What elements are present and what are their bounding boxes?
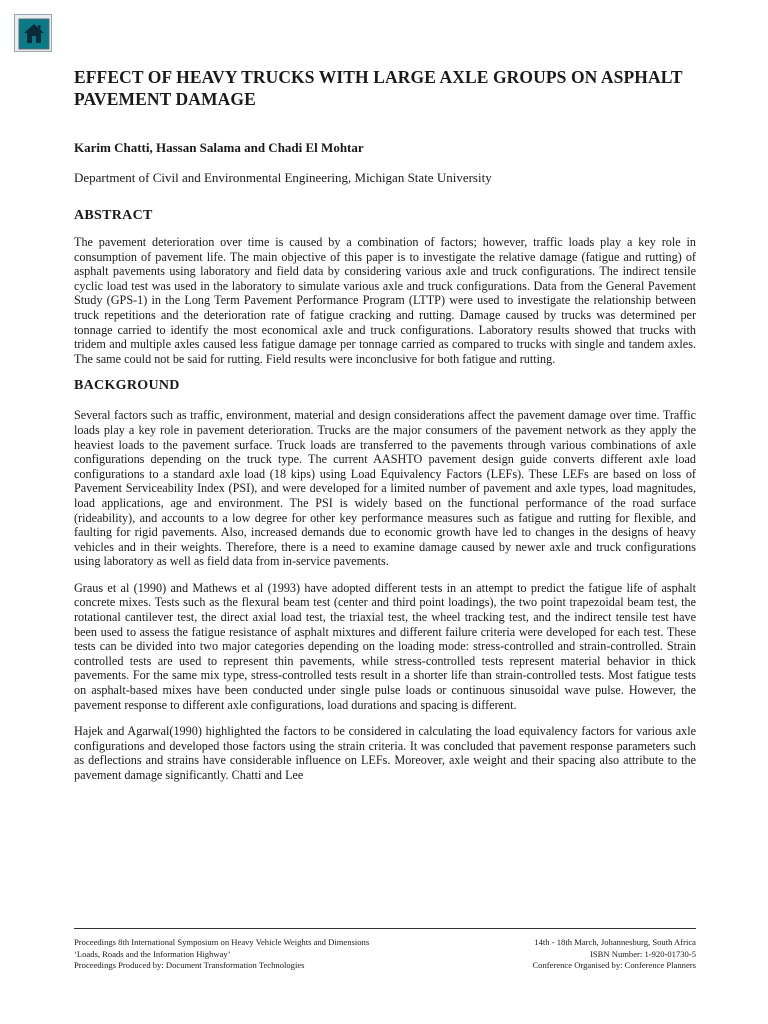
footer-left <box>74 937 474 972</box>
background-paragraph-1: Several factors such as traffic, environment, material and design considerations affect the pavement damage over time. Traffic loads play a key role in pavement deterioration. Trucks are the major consumers of the pavement network as they apply the heaviest loads to the pavement surface. Truck loads are transferred to the pavements through various combinations of axle configurations depending on the truck type. The current AASHTO pavement design guide converts different axle load configurations to a standard axle load (18 kips) using Load Equivalency Factors (LEFs). These LEFs are based on loss of Pavement Serviceability Index (PSI), and were developed for a limited number of pavement and axle types, load magnitudes, load applications, age and environment. The PSI is widely based on the functional performance of the road surface (rideability), and accounts to a low degree for other key performance measures such as fatigue and rutting for flexible, and faulting for rigid pavements. Also, increased demands due to economic growth have led to changes in the designs of heavy vehicles and in their weights. Therefore, there is a need to examine damage caused by newer axle and truck configurations using laboratory as well as field data from in-service pavements. <box>74 408 696 569</box>
footer-producer-line: Proceedings Produced by: Document Transformation Technologies <box>74 960 305 970</box>
paper-page <box>74 66 696 783</box>
footer-organiser-line: Conference Organised by: Conference Planners <box>532 960 696 970</box>
abstract-heading: ABSTRACT <box>74 208 153 223</box>
affiliation: Department of Civil and Environmental Engineering, Michigan State University <box>74 170 492 185</box>
paper-title: EFFECT OF HEAVY TRUCKS WITH LARGE AXLE GROUPS ON ASPHALT PAVEMENT DAMAGE <box>74 67 683 109</box>
background-heading: BACKGROUND <box>74 378 180 394</box>
abstract-text: The pavement deterioration over time is caused by a combination of factors; however, traffic loads play a key role in consumption of pavement life. The main objective of this paper is to investigate the relative damage (fatigue and rutting) of asphalt pavements using laboratory and field data by considering various axle and truck configurations. The indirect tensile cyclic load test was used in the laboratory to simulate various axle and truck configurations. Data from the General Pavement Study (GPS-1) in the Long Term Pavement Performance Program (LTTP) were used to investigate the relationship between truck repetitions and the deterioration rate of fatigue cracking and rutting. Damage caused by trucks was determined per tonnage carried to identify the most economical axle and truck configurations. Laboratory results showed that trucks with tridem and multiple axles caused less fatigue damage per tonnage carried as compared to trucks with single and tandem axles. The same could not be said for rutting. Field results were inconclusive for both fatigue and rutting. <box>74 235 696 366</box>
author-list: Karim Chatti, Hassan Salama and Chadi El Mohtar <box>74 140 364 155</box>
footer-isbn-line: ISBN Number: 1-920-01730-5 <box>590 948 696 959</box>
home-icon <box>15 15 53 53</box>
footer-date-location-line: 14th - 18th March, Johannesburg, South Africa <box>534 937 696 947</box>
home-button[interactable] <box>14 14 52 52</box>
background-paragraph-3: Hajek and Agarwal(1990) highlighted the factors to be considered in calculating the load equivalency factors for various axle configurations and developed those factors using the strain criteria. It was concluded that pavement response parameters such as deflections and strains have considerable influence on LEFs. Moreover, axle weight and their spacing also attribute to the pavement damage significantly. Chatti and Lee <box>74 724 696 782</box>
footer-proceedings-line: Proceedings 8th International Symposium on Heavy Vehicle Weights and Dimensions <box>74 937 370 947</box>
footer-theme-line: ‘Loads, Roads and the Information Highway’ <box>74 948 231 959</box>
footer-divider <box>74 928 696 929</box>
background-paragraph-2: Graus et al (1990) and Mathews et al (1993) have adopted different tests in an attempt to predict the fatigue life of asphalt concrete mixes. Tests such as the flexural beam test (center and third point loadings), the two point trapezoidal beam test, the rotational cantilever test, the direct axial load test, the triaxial test, the wheel tracking test, and the indirect tensile test have been used to assess the fatigue resistance of asphalt mixtures and different failure criteria were developed for each test. These tests can be divided into two major categories depending on the loading mode: stress-controlled and strain-controlled. Strain controlled tests are used to represent thin pavements, while stress-controlled tests represent material behavior in thick pavements. For the same mix type, stress-controlled tests result in a shorter life than strain-controlled tests. Most fatigue tests on asphalt-based mixes have been conducted under single pulse loads or continuous sinusoidal wave pulse. However, the pavement response to different axle configurations, load durations and spacing is different. <box>74 580 696 712</box>
footer-right <box>456 937 696 972</box>
